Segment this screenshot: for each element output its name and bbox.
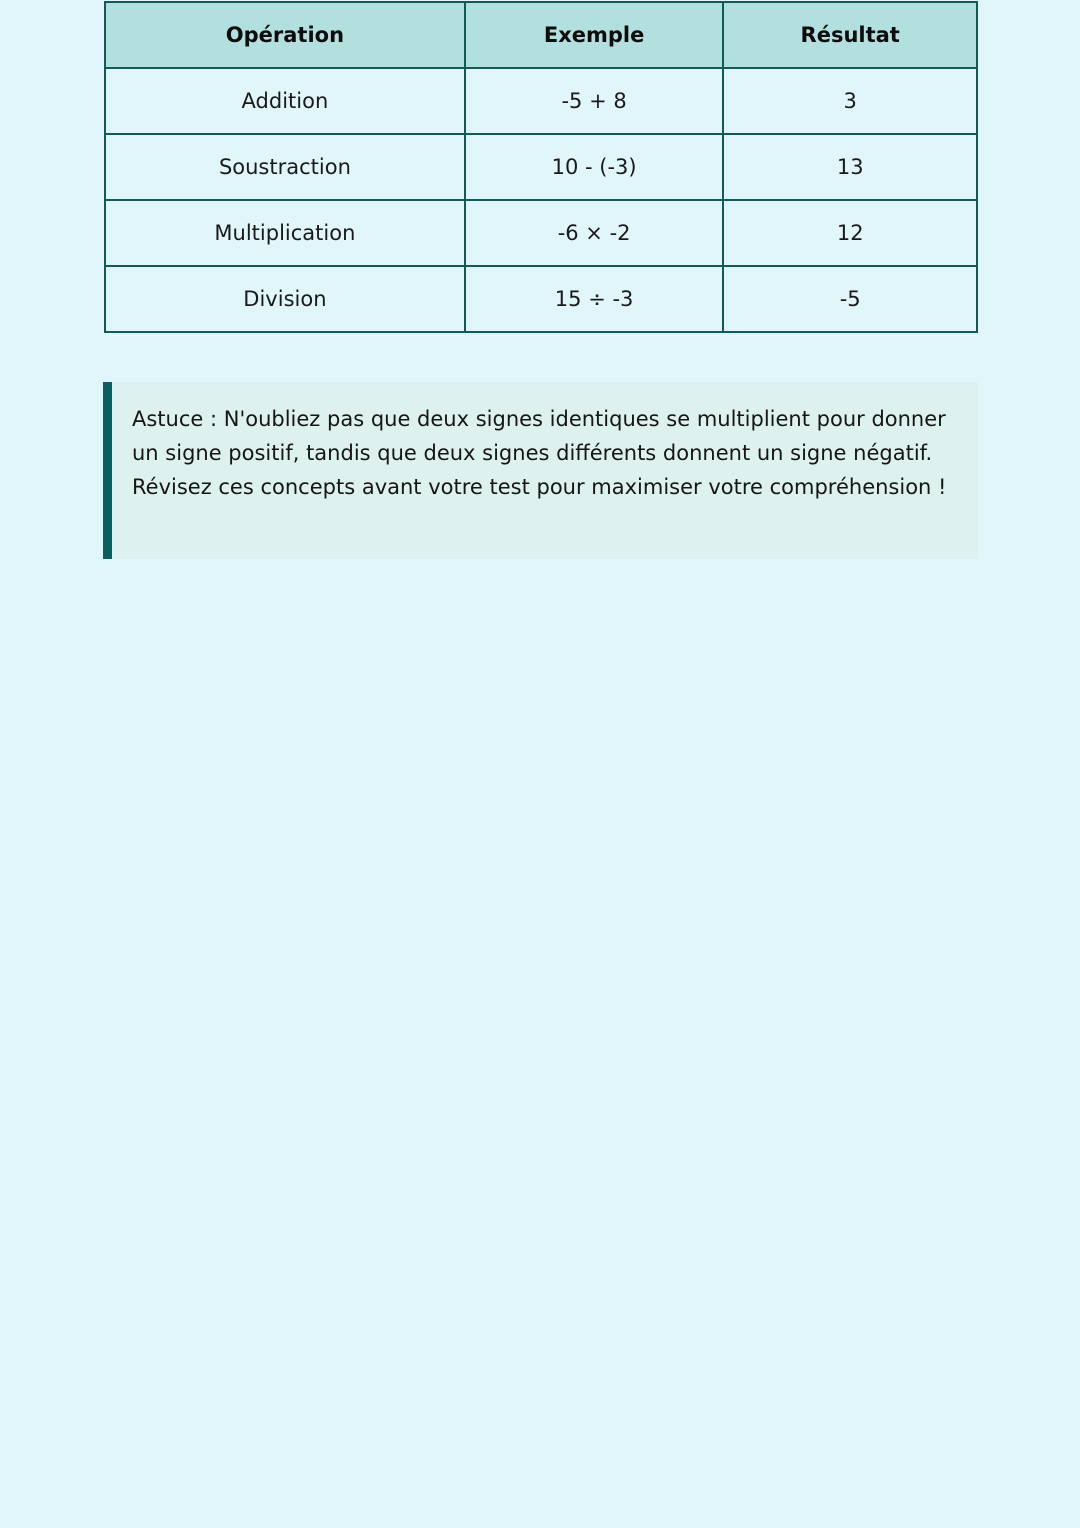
header-result: Résultat	[723, 2, 977, 68]
table-row	[105, 200, 977, 266]
cell-example: 10 - (-3)	[465, 134, 724, 200]
header-operation: Opération	[105, 2, 465, 68]
operations-table	[104, 1, 978, 333]
cell-operation: Division	[105, 266, 465, 332]
cell-operation: Addition	[105, 68, 465, 134]
table-row	[105, 134, 977, 200]
table-row	[105, 68, 977, 134]
table-header-row	[105, 2, 977, 68]
cell-result: -5	[723, 266, 977, 332]
tip-callout	[103, 382, 978, 559]
table-row	[105, 266, 977, 332]
tip-text: Astuce : N'oubliez pas que deux signes identiques se multiplient pour donner un signe positif, tandis que deux signes différents donnent un signe négatif. Révisez ces concepts avant votre test pour maximiser votre compréhension !	[132, 407, 947, 499]
header-example: Exemple	[465, 2, 724, 68]
cell-operation: Multiplication	[105, 200, 465, 266]
cell-result: 13	[723, 134, 977, 200]
cell-example: -6 × -2	[465, 200, 724, 266]
cell-example: -5 + 8	[465, 68, 724, 134]
cell-result: 12	[723, 200, 977, 266]
cell-example: 15 ÷ -3	[465, 266, 724, 332]
cell-result: 3	[723, 68, 977, 134]
cell-operation: Soustraction	[105, 134, 465, 200]
